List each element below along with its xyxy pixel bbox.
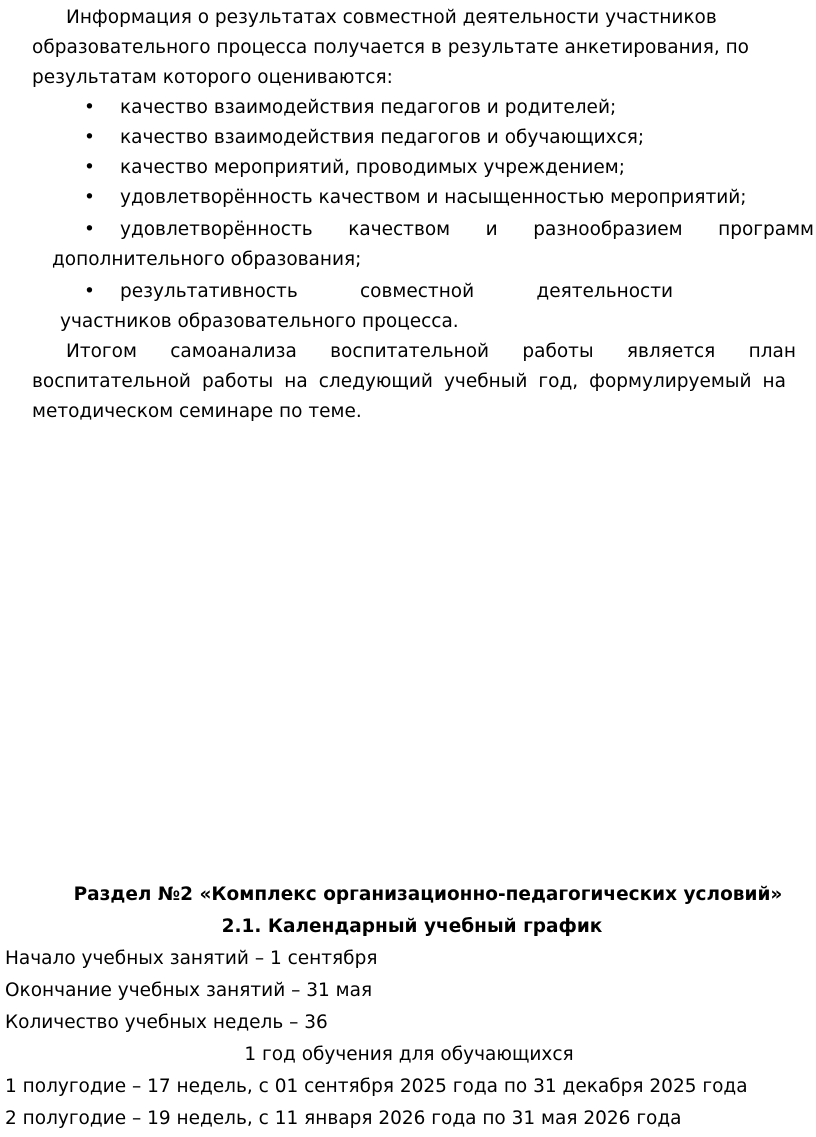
word: деятельности xyxy=(536,281,673,302)
word: качеством xyxy=(348,219,451,240)
bullet-icon: • xyxy=(84,281,95,302)
schedule-half2: 2 полугодие – 19 недель, с 11 января 2026 года по 31 мая 2026 года xyxy=(5,1108,682,1129)
bullet-icon: • xyxy=(84,127,95,148)
word: работы xyxy=(522,341,594,362)
paragraph1-line2: образовательного процесса получается в результате анкетирования, по xyxy=(32,37,749,58)
bullet-text-justified xyxy=(120,277,673,307)
word: разнообразием xyxy=(533,219,683,240)
word: самоанализа xyxy=(170,341,297,362)
paragraph2-line2 xyxy=(32,367,786,397)
list-item xyxy=(84,123,816,153)
word: удовлетворённость xyxy=(120,219,313,240)
schedule-half1: 1 полугодие – 17 недель, с 01 сентября 2025 года по 31 декабря 2025 года xyxy=(5,1076,748,1097)
word: результативность xyxy=(120,281,298,302)
paragraph1-line1: Информация о результатах совместной деятельности участников xyxy=(66,7,717,28)
bullet-text-justified xyxy=(120,215,814,245)
schedule-start: Начало учебных занятий – 1 сентября xyxy=(5,948,378,969)
list-item xyxy=(84,277,816,307)
bullet-icon: • xyxy=(84,187,95,208)
word: воспитательной xyxy=(32,371,191,392)
word: работы xyxy=(202,371,274,392)
schedule-end: Окончание учебных занятий – 31 мая xyxy=(5,980,373,1001)
bullet-continuation: участников образовательного процесса. xyxy=(60,311,459,332)
schedule-weeks: Количество учебных недель – 36 xyxy=(5,1012,328,1033)
paragraph1-line3: результатам которого оцениваются: xyxy=(32,67,393,88)
word: совместной xyxy=(360,281,475,302)
word: программ xyxy=(718,219,814,240)
paragraph2-line1 xyxy=(66,337,796,367)
word: и xyxy=(485,219,498,240)
word: год, xyxy=(538,371,579,392)
bullet-text: качество взаимодействия педагогов и обучающихся; xyxy=(120,127,645,148)
word: воспитательной xyxy=(330,341,490,362)
bullet-icon: • xyxy=(84,219,95,240)
bullet-icon: • xyxy=(84,97,95,118)
bullet-text: удовлетворённость качеством и насыщенностью мероприятий; xyxy=(120,187,747,208)
word: Итогом xyxy=(66,341,137,362)
bullet-text: качество взаимодействия педагогов и родителей; xyxy=(120,97,617,118)
list-item xyxy=(84,183,816,213)
list-item xyxy=(84,153,816,183)
word: формулируемый xyxy=(589,371,752,392)
bullet-text: качество мероприятий, проводимых учреждением; xyxy=(120,157,625,178)
schedule-year-heading: 1 год обучения для обучающихся xyxy=(244,1044,574,1065)
word: учебный xyxy=(443,371,528,392)
word: на xyxy=(762,371,786,392)
bullet-icon: • xyxy=(84,157,95,178)
word: на xyxy=(284,371,308,392)
section-title: Раздел №2 «Комплекс организационно-педагогических условий» xyxy=(73,884,783,905)
word: является xyxy=(626,341,716,362)
paragraph2-line3: методическом семинаре по теме. xyxy=(32,401,362,422)
list-item xyxy=(84,215,816,245)
bullet-continuation: дополнительного образования; xyxy=(52,249,362,270)
word: план xyxy=(748,341,796,362)
section-subtitle: 2.1. Календарный учебный график xyxy=(221,916,603,937)
word: следующий xyxy=(318,371,433,392)
list-item xyxy=(84,93,816,123)
